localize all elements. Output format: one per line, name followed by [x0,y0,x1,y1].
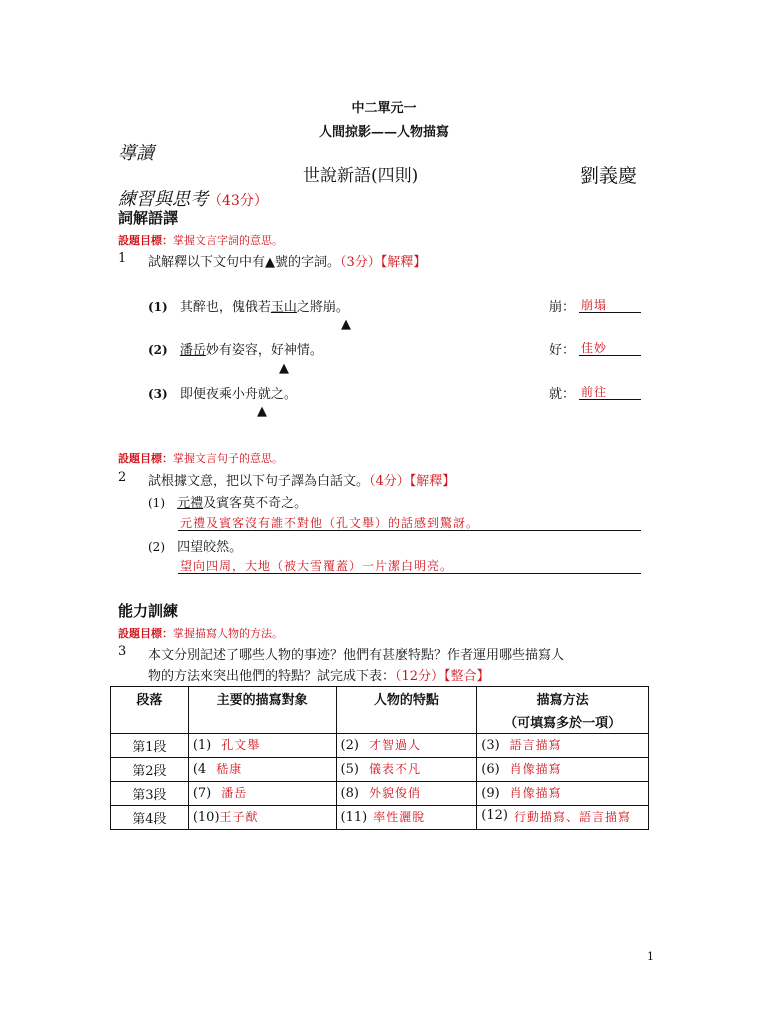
q1-number: 1 [118,251,127,266]
q1-item1-post: 之將崩。 [296,300,349,315]
trait-cell [336,806,477,830]
header-method-note: （可填寫多於一項） [504,716,622,731]
q2-item1-num: (1) [148,496,165,510]
section2-goal [118,625,283,641]
unit-title: 中二單元一 [351,101,417,116]
q2-item2-post: 四望皎然。 [177,540,243,555]
cell-num: (6) [481,762,500,777]
q2-item1-ul: 元禮 [177,496,204,511]
table-row [111,782,649,806]
triangle-marker-1: ▲ [341,317,351,332]
q1-item2-num: (2) [148,343,168,357]
q3-number: 3 [118,644,127,659]
method-cell [477,758,649,782]
q1-question [148,251,426,270]
triangle-marker-2: ▲ [279,361,289,376]
trait-answer: 外貌俊俏 [368,786,421,800]
triangle-marker-3: ▲ [257,404,267,419]
q1-item1-pre: 其醉也，傀俄若 [179,300,271,315]
subject-answer: 嵇康 [216,762,243,776]
cell-num: (11) [340,810,368,825]
q1-item2-ul: 潘岳 [179,343,206,358]
cell-num: (1) [192,738,212,753]
q2-score: （4分）【解釋】 [369,474,456,489]
table-row [111,806,649,830]
header-subject: 主要的描寫對象 [188,687,336,734]
answer-line-2 [579,355,641,356]
q3-line2-wrap [148,665,490,684]
trait-answer: 率性灑脫 [373,810,426,824]
author-name: 劉義慶 [580,165,638,187]
subject-cell [188,758,336,782]
cell-num: (4 [192,762,207,777]
q1-item1-ul: 玉山 [270,300,297,315]
method-cell [477,782,649,806]
subject-answer: 潘岳 [221,786,248,800]
cell-num: (3) [481,738,500,753]
table-header-row [111,687,649,734]
q2-item1-answer: 元禮及賓客沒有誰不對他（孔文舉）的話感到驚訝。 [180,516,480,530]
header-paragraph: 段落 [111,687,189,734]
trait-cell [336,758,477,782]
cell-num: (12) [481,808,508,823]
section1-goal [118,232,283,248]
q1-item2-answer: 佳妙 [581,341,608,355]
page-number: 1 [647,950,654,963]
q1-item2-post: 妙有姿容，好神情。 [205,343,323,358]
q2-item2-num: (2) [148,540,165,554]
method-wrap [481,808,644,827]
table-row [111,734,649,758]
answer-table [110,686,649,830]
goal2-label: 設題目標： [118,452,173,465]
q2-item2-answer: 望向四周，大地（被大雪覆蓋）一片潔白明亮。 [180,559,454,573]
q1-item3-num: (3) [148,387,168,401]
q1-item1-num: (1) [148,300,168,314]
q1-item1-key: 崩： [549,300,576,315]
q3-line2: 物的方法來突出他們的特點？試完成下表： [148,669,396,684]
practice-score: （43分） [208,193,268,209]
q1-item3 [148,383,297,402]
method-cell [477,734,649,758]
q1-item3-key: 就： [549,387,576,402]
method-answer: 肖像描寫 [509,762,562,776]
section2-title: 能力訓練 [118,602,179,620]
cell-num: (5) [340,762,359,777]
q2-answer-line-2 [178,573,641,574]
method-answer: 語言描寫 [509,738,562,752]
table-row [111,758,649,782]
q2-question [148,470,455,489]
trait-answer: 才智過人 [368,738,421,752]
practice-label: 練習與思考 [118,189,208,210]
subject-cell [188,734,336,758]
q2-item1 [148,492,307,511]
header-method-title: 描寫方法 [536,693,589,708]
q1-item1 [148,296,349,315]
work-title: 世說新語(四則) [303,166,419,186]
section2-goal-text: 掌握描寫人物的方法。 [173,627,283,640]
q1-item2 [148,339,323,358]
guide-label: 導讀 [118,143,154,164]
para-cell: 第4段 [111,806,189,830]
q2-answer-line-1 [178,530,641,531]
q2-item1-post: 及賓客莫不奇之。 [203,496,308,511]
cell-num: (2) [340,738,359,753]
section1-title: 詞解語譯 [118,209,179,227]
goal-text: 掌握文言字詞的意思。 [173,234,283,247]
answer-line-3 [579,399,641,400]
theme-title: 人間掠影——人物描寫 [318,125,449,140]
q3-score: （12分）【整合】 [395,669,490,684]
answer-line-1 [579,312,641,313]
q2-number: 2 [118,470,127,485]
trait-answer: 儀表不凡 [368,762,421,776]
trait-cell [336,734,477,758]
q1-item3-pre: 即便夜乘小舟就之。 [179,387,297,402]
para-cell: 第2段 [111,758,189,782]
q1-score: （3分）【解釋】 [340,255,427,270]
header-method [477,687,649,734]
method-cell [477,806,649,830]
section2-goal-label: 設題目標： [118,627,173,640]
trait-cell [336,782,477,806]
q1-item3-answer: 前往 [581,385,608,399]
para-cell: 第1段 [111,734,189,758]
subject-answer: 孔文舉 [221,738,261,752]
q1-item1-answer: 崩塌 [581,298,608,312]
header-trait: 人物的特點 [336,687,477,734]
q1-text: 試解釋以下文句中有▲號的字詞。 [148,255,340,270]
method-answer: 肖像描寫 [509,786,562,800]
q2-item2 [148,536,242,555]
subject-cell [188,806,336,830]
cell-num: (9) [481,786,500,801]
section1-goal2 [118,450,283,466]
para-cell: 第3段 [111,782,189,806]
method-answer: 行動描寫、語言描寫 [513,810,631,824]
q3-line1: 本文分別記述了哪些人物的事迹？他們有甚麼特點？作者運用哪些描寫人 [148,648,565,663]
cell-num: (7) [192,786,212,801]
q2-text: 試根據文意，把以下句子譯為白話文。 [148,474,370,489]
subject-answer: 王子猷 [219,810,259,824]
cell-num: (8) [340,786,359,801]
q1-item2-key: 好： [549,343,576,358]
subject-cell [188,782,336,806]
goal-label: 設題目標： [118,234,173,247]
cell-num: (10) [192,810,220,825]
goal2-text: 掌握文言句子的意思。 [173,452,283,465]
